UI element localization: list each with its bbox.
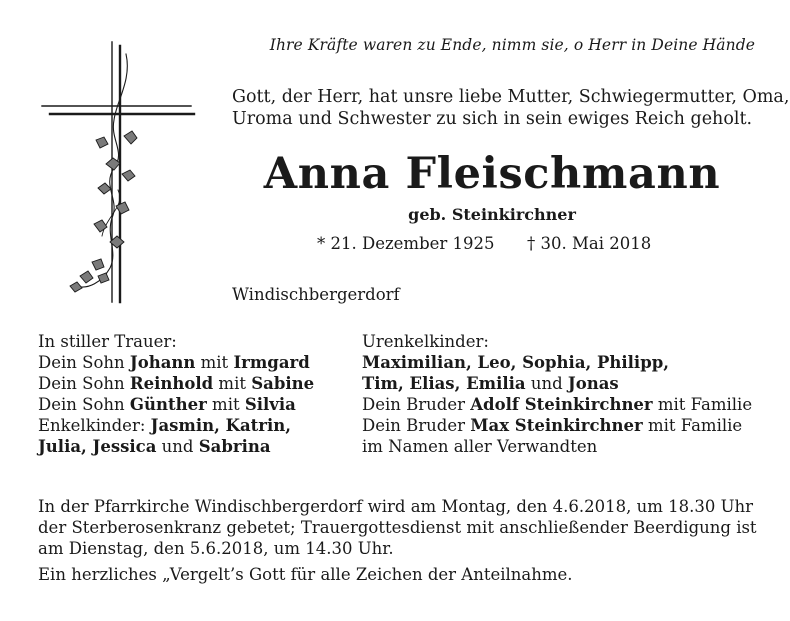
grandchildren-row: Enkelkinder: Jasmin, Katrin,: [38, 416, 291, 435]
notice-line: der Sterberosenkranz gebetet; Trauergottesdienst mit anschließender Beerdigung ist: [38, 518, 757, 537]
brother-row: Dein Bruder Max Steinkirchner mit Familie: [362, 416, 743, 435]
deceased-name: Anna Fleischmann: [263, 149, 721, 199]
great-grandchildren-row: Maximilian, Leo, Sophia, Philipp,: [362, 353, 670, 372]
mourner-row: Dein Sohn Johann mit Irmgard: [38, 353, 310, 372]
brother-row: Dein Bruder Adolf Steinkirchner mit Familie: [362, 395, 753, 414]
place: Windischbergerdorf: [232, 285, 400, 304]
cross-with-ivy-icon: [36, 40, 206, 305]
mourners-right-column: [362, 331, 752, 457]
notice-line: In der Pfarrkirche Windischbergerdorf wird am Montag, den 4.6.2018, um 18.30 Uhr: [38, 497, 754, 516]
birth-date: * 21. Dezember 1925: [317, 234, 495, 253]
service-notice: [38, 496, 758, 559]
mourner-row: Dein Sohn Reinhold mit Sabine: [38, 374, 315, 393]
relatives-line: im Namen aller Verwandten: [362, 437, 598, 456]
thanks-line: Ein herzliches „Vergelt’s Gott für alle Zeichen der Anteilnahme.: [38, 565, 573, 584]
intro-text: [232, 86, 790, 130]
death-date: † 30. Mai 2018: [527, 234, 652, 253]
mourners-heading: In stiller Trauer:: [38, 332, 177, 351]
grandchildren-row: Julia, Jessica und Sabrina: [38, 437, 271, 456]
intro-line: Uroma und Schwester zu sich in sein ewiges Reich geholt.: [232, 109, 753, 129]
mourner-row: Dein Sohn Günther mit Silvia: [38, 395, 296, 414]
mourners-left-column: [38, 331, 314, 457]
great-grandchildren-heading: Urenkelkinder:: [362, 332, 489, 351]
maiden-name: geb. Steinkirchner: [408, 205, 576, 224]
intro-line: Gott, der Herr, hat unsre liebe Mutter, Schwiegermutter, Oma,: [232, 87, 790, 107]
notice-line: am Dienstag, den 5.6.2018, um 14.30 Uhr.: [38, 539, 394, 558]
great-grandchildren-row: Tim, Elias, Emilia und Jonas: [362, 374, 619, 393]
motto: Ihre Kräfte waren zu Ende, nimm sie, o Herr in Deine Hände: [269, 36, 755, 54]
